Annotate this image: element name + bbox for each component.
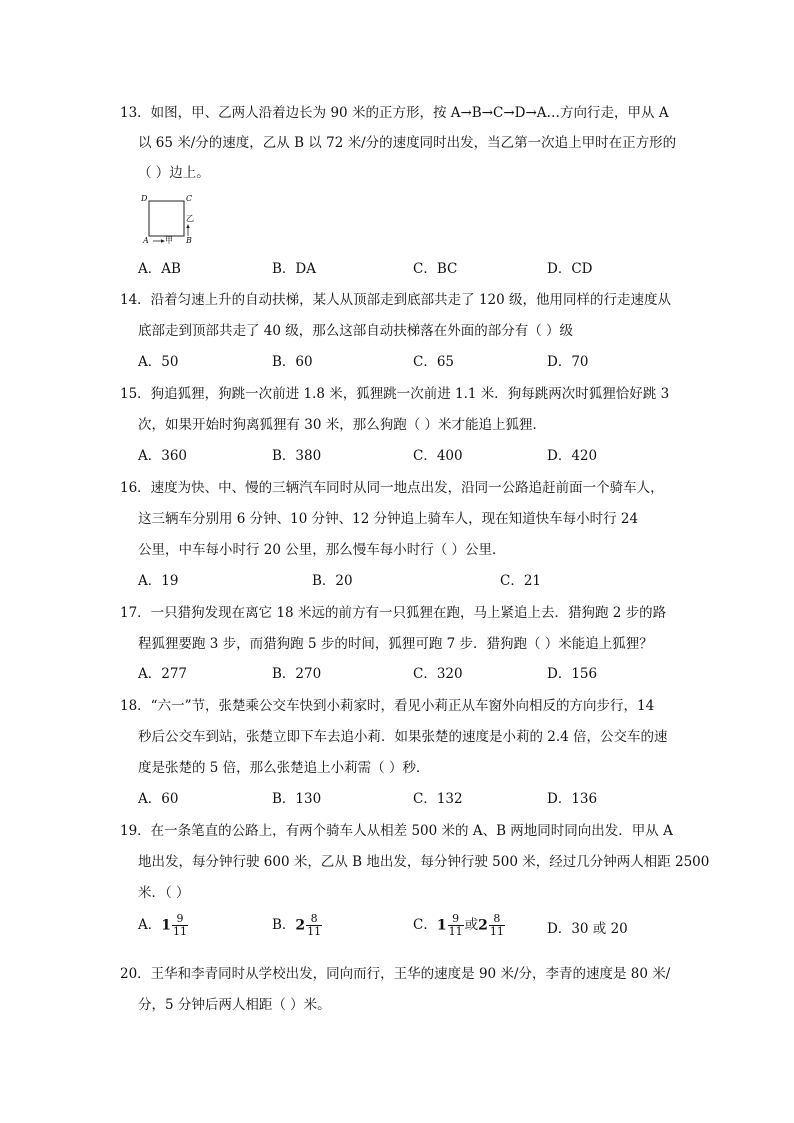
option-prefix: C． <box>413 917 437 933</box>
fraction-denominator: 11 <box>448 925 463 938</box>
q16-line-2: 这三辆车分别用 6 分钟、10 分钟、12 分钟追上骑车人，现在知道快车每小时行 24 <box>138 511 639 527</box>
mixed-number-whole: 1 <box>161 917 171 934</box>
mixed-number-whole: 1 <box>436 917 447 934</box>
vertex-label-d: D <box>141 194 148 203</box>
q19-line-2: 地出发，每分钟行驶 600 米，乙从 B 地出发，每分钟行驶 500 米，经过几分钟两人相距 2500 <box>138 854 710 870</box>
q13-line-1: 13．如图，甲、乙两人沿着边长为 90 米的正方形，按 A→B→C→D→A…方向行走，甲从 A <box>120 105 669 121</box>
vertex-label-c: C <box>186 194 193 203</box>
q14-option-c: C．65 <box>413 354 455 370</box>
q18-option-d: D．136 <box>547 791 598 807</box>
q19-option-c <box>413 913 506 938</box>
label-jia: 甲 <box>165 236 173 245</box>
q14-line-2: 底部走到顶部共走了 40 级，那么这部自动扶梯落在外面的部分有（ ）级 <box>138 323 574 339</box>
q13-line-3: （ ）边上。 <box>138 165 210 181</box>
q15-option-d: D．420 <box>547 448 598 464</box>
fraction-denominator: 11 <box>307 925 322 938</box>
q13-option-a: A．AB <box>138 261 181 277</box>
q16-option-a: A．19 <box>138 573 179 589</box>
fraction-numerator: 8 <box>306 913 322 926</box>
option-prefix: A． <box>138 917 162 933</box>
q19-line-3: 米．（ ） <box>138 885 190 901</box>
q17-line-1: 17．一只猎狗发现在离它 18 米远的前方有一只狐狸在跑，马上紧追上去．猎狗跑 2 步的路 <box>120 605 667 621</box>
fraction-numerator: 9 <box>172 913 188 926</box>
q18-option-b: B．130 <box>272 791 322 807</box>
q18-line-3: 度是张楚的 5 倍，那么张楚追上小莉需（ ）秒． <box>138 760 430 776</box>
q13-line-2: 以 65 米/分的速度，乙从 B 以 72 米/分的速度同时出发，当乙第一次追上甲时在正方形的 <box>138 135 677 151</box>
q16-option-c: C．21 <box>500 573 542 589</box>
fraction <box>489 913 505 938</box>
fraction-numerator: 8 <box>489 913 505 926</box>
q20-line-2: 分，5 分钟后两人相距（ ）米。 <box>138 997 331 1013</box>
q17-option-d: D．156 <box>547 666 598 682</box>
q17-line-2: 程狐狸要跑 3 步，而猎狗跑 5 步的时间，狐狸可跑 7 步．猎狗跑（ ）米能追上狐狸？ <box>138 636 653 652</box>
square-path-figure <box>140 193 200 249</box>
mixed-number-whole: 2 <box>295 917 306 934</box>
q13-option-c: C．BC <box>413 261 458 277</box>
q19-option-a <box>138 913 189 938</box>
fraction <box>448 913 464 938</box>
q18-line-2: 秒后公交车到站，张楚立即下车去追小莉．如果张楚的速度是小莉的 2.4 倍，公交车的速 <box>138 729 668 745</box>
q15-option-a: A．360 <box>138 448 188 464</box>
q17-option-c: C．320 <box>413 666 463 682</box>
mixed-number-whole: 2 <box>478 917 488 934</box>
q17-option-a: A．277 <box>138 666 188 682</box>
option-prefix: B． <box>272 917 296 933</box>
q15-line-1: 15．狗追狐狸，狗跳一次前进 1.8 米，狐狸跳一次前进 1.1 米．狗每跳两次时狐狸恰好跳 3 <box>120 386 670 402</box>
q17-option-b: B．270 <box>272 666 322 682</box>
q14-option-a: A．50 <box>138 354 179 370</box>
vertex-label-b: B <box>186 236 192 245</box>
q15-option-c: C．400 <box>413 448 463 464</box>
or-text: 或 <box>464 917 479 933</box>
fraction-denominator: 11 <box>489 925 504 938</box>
fraction-numerator: 9 <box>448 913 464 926</box>
q19-option-b <box>272 913 323 938</box>
fraction <box>306 913 322 938</box>
q15-option-b: B．380 <box>272 448 322 464</box>
q18-line-1: 18．“六一”节，张楚乘公交车快到小莉家时，看见小莉正从车窗外向相反的方向步行，14 <box>120 698 655 714</box>
q19-line-1: 19．在一条笔直的公路上，有两个骑车人从相差 500 米的 A、B 两地同时同向出发．甲从 A <box>120 823 673 839</box>
q14-option-b: B．60 <box>272 354 313 370</box>
q16-option-b: B．20 <box>312 573 353 589</box>
q16-line-3: 公里，中车每小时行 20 公里，那么慢车每小时行（ ）公里． <box>138 542 506 558</box>
q18-option-a: A．60 <box>138 791 179 807</box>
q15-line-2: 次，如果开始时狗离狐狸有 30 米，那么狗跑（ ）米才能追上狐狸． <box>138 417 547 433</box>
fraction <box>172 913 188 938</box>
q18-option-c: C．132 <box>413 791 463 807</box>
label-yi: 乙 <box>186 214 194 223</box>
q14-line-1: 14．沿着匀速上升的自动扶梯，某人从顶部走到底部共走了 120 级，他用同样的行走速度从 <box>120 292 672 308</box>
q13-option-b: B．DA <box>272 261 316 277</box>
q13-option-d: D．CD <box>547 261 593 277</box>
q20-line-1: 20．王华和李青同时从学校出发，同向而行，王华的速度是 90 米/分，李青的速度是 80 米/ <box>120 966 671 982</box>
fraction-denominator: 11 <box>173 925 187 938</box>
q16-line-1: 16．速度为快、中、慢的三辆汽车同时从同一地点出发，沿同一公路追赶前面一个骑车人， <box>120 480 664 496</box>
vertex-label-a: A <box>143 236 149 245</box>
q14-option-d: D．70 <box>547 354 589 370</box>
q19-option-d: D．30 或 20 <box>547 921 628 937</box>
